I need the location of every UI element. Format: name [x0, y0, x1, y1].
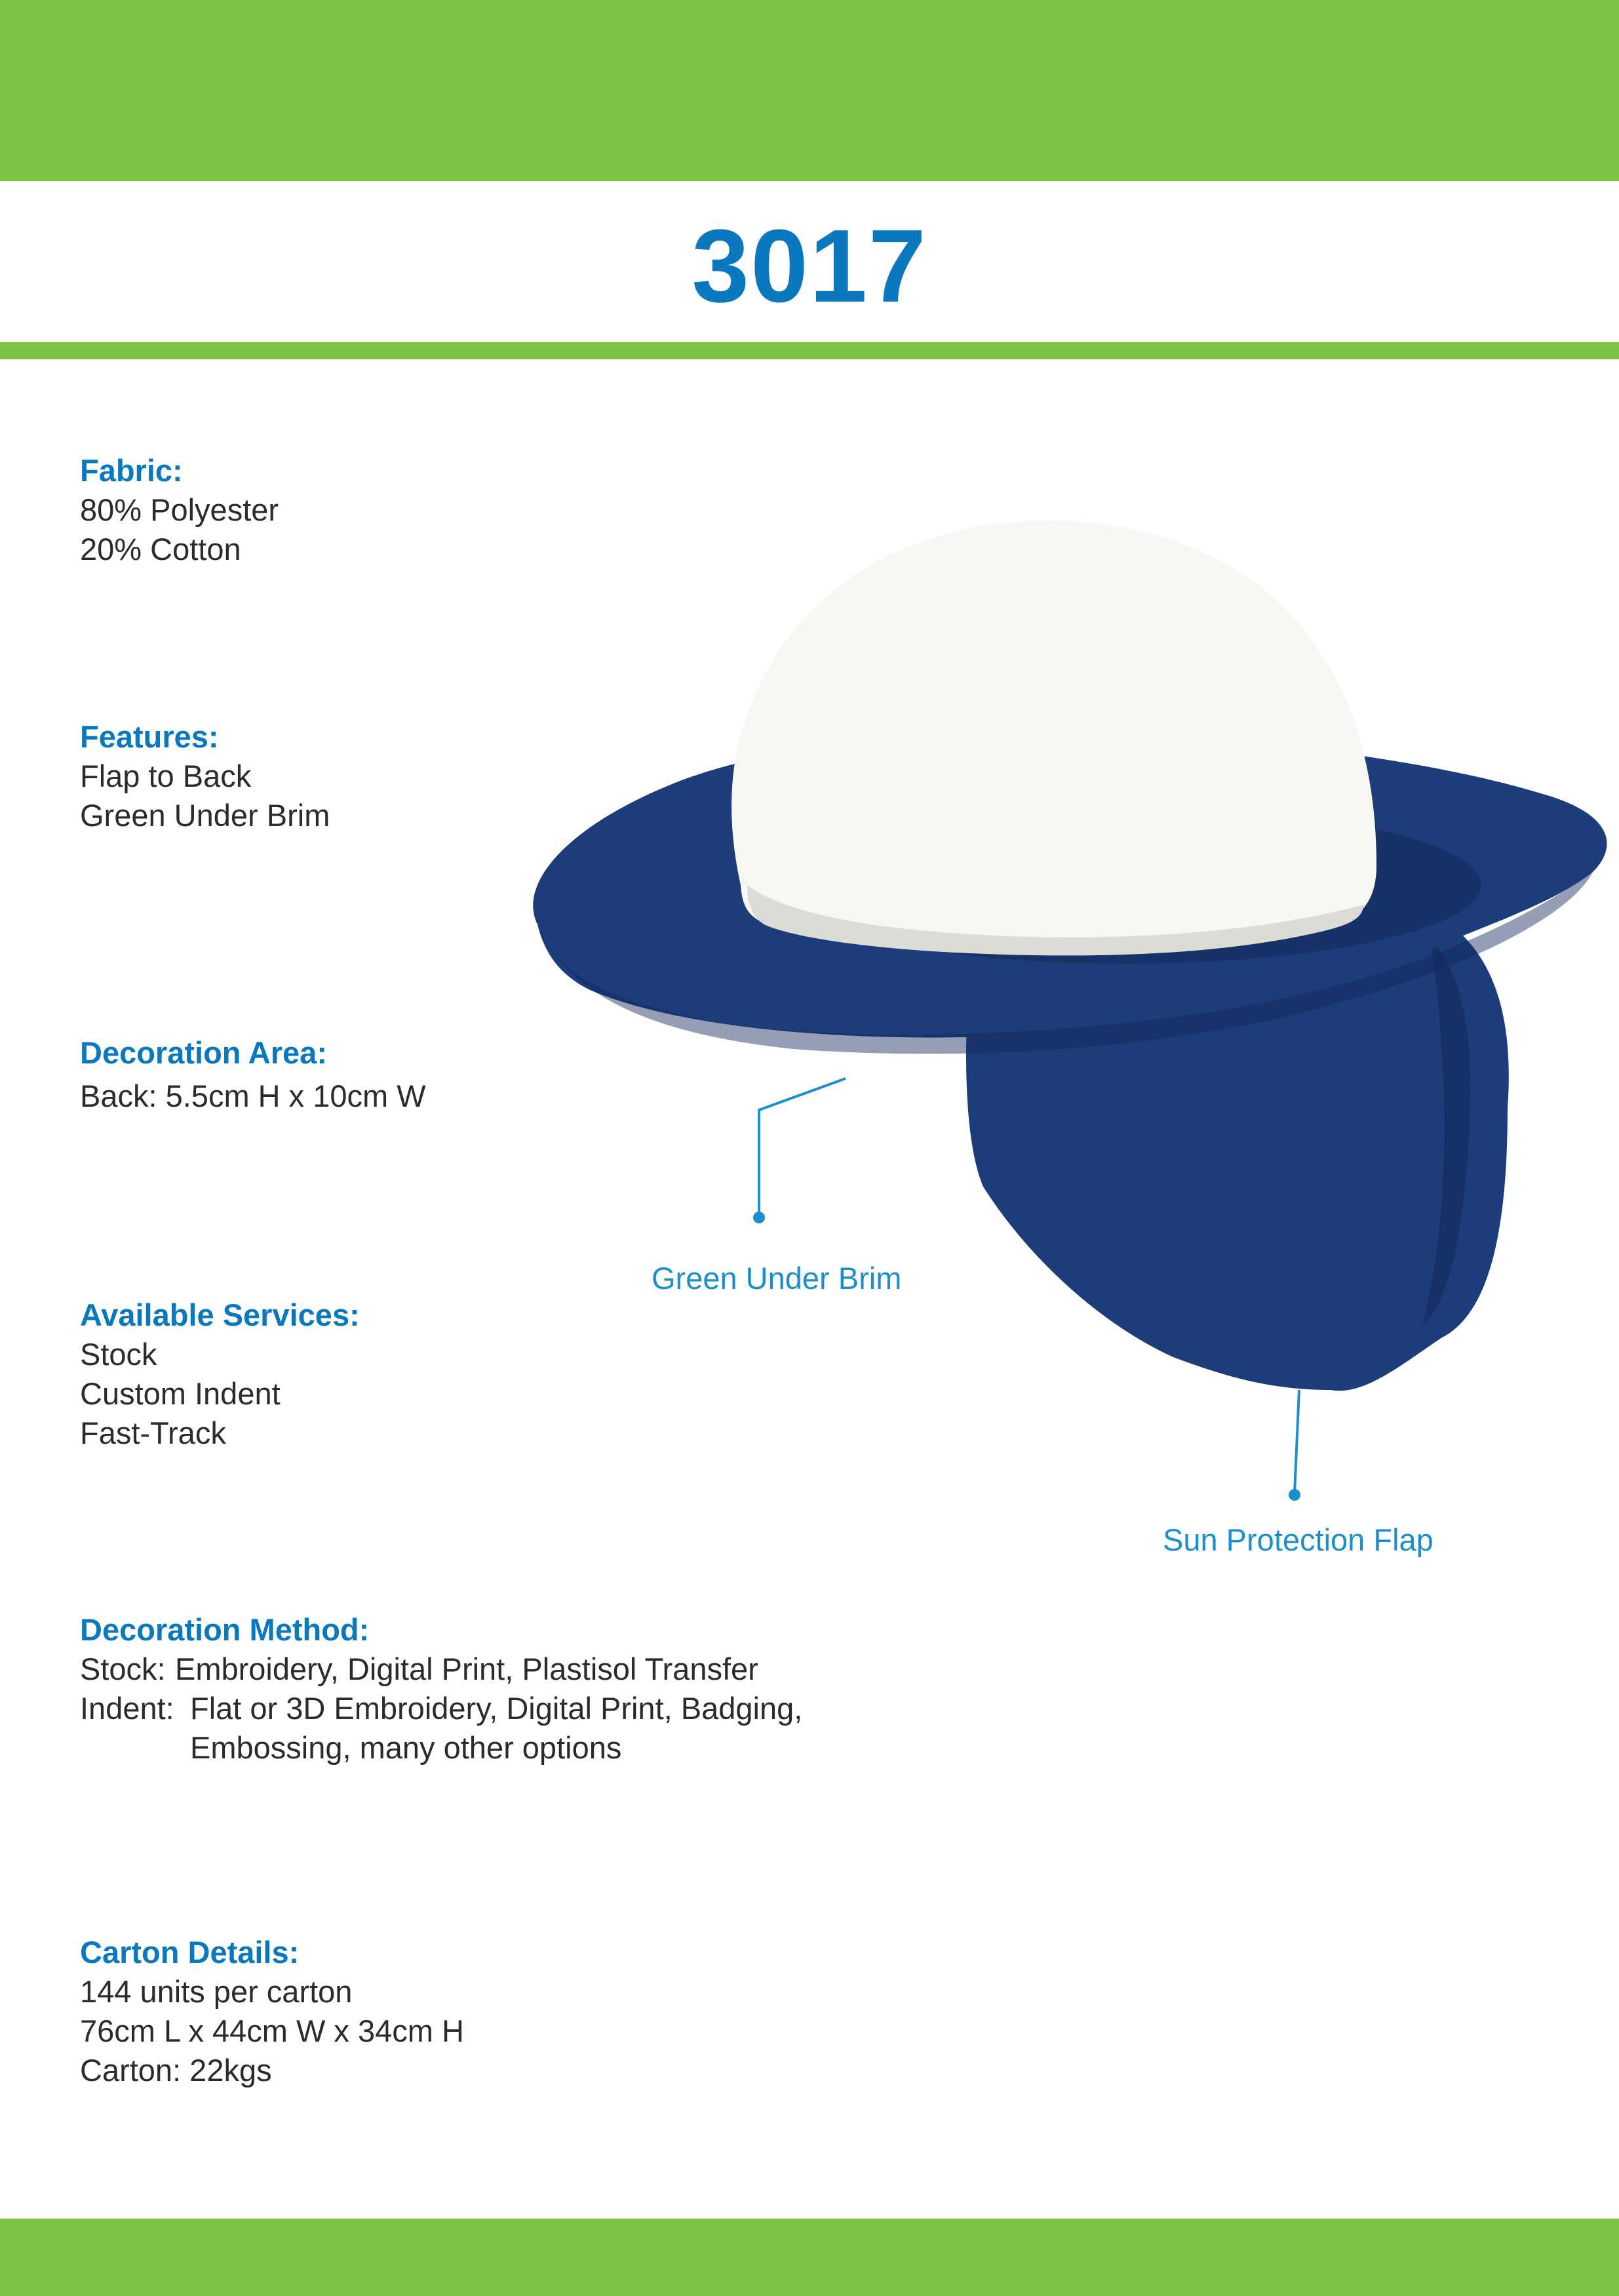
method-stock-label: Stock:	[80, 1652, 166, 1686]
method-indent-value-cont: Embossing, many other options	[190, 1730, 622, 1765]
product-code-title: 3017	[692, 208, 927, 324]
fabric-line-2: 20% Cotton	[80, 532, 241, 566]
decoration-area-heading: Decoration Area:	[80, 1035, 327, 1070]
method-indent-row	[80, 1689, 802, 1728]
features-heading: Features:	[80, 719, 219, 754]
callout-under-brim: Green Under Brim	[652, 1261, 902, 1296]
top-green-band	[0, 0, 1619, 181]
white-helmet-shape	[731, 521, 1376, 954]
features-line-2: Green Under Brim	[80, 798, 330, 833]
services-line-1: Stock	[80, 1337, 157, 1372]
method-indent-value: Flat or 3D Embroidery, Digital Print, Badging,	[190, 1691, 803, 1726]
decoration-method-section	[80, 1610, 802, 1768]
fabric-line-1: 80% Polyester	[80, 492, 279, 527]
title-divider-band	[0, 342, 1619, 359]
services-section	[80, 1296, 360, 1453]
carton-line-3: Carton: 22kgs	[80, 2053, 272, 2088]
flap-leader-dot	[1289, 1489, 1300, 1501]
fabric-section	[80, 451, 279, 569]
decoration-area-line-1: Back: 5.5cm H x 10cm W	[80, 1079, 426, 1113]
method-indent-label: Indent:	[80, 1691, 174, 1726]
carton-section	[80, 1933, 464, 2090]
bottom-green-band	[0, 2219, 1619, 2296]
features-line-1: Flap to Back	[80, 759, 252, 793]
flap-leader-line	[1295, 1390, 1299, 1494]
services-heading: Available Services:	[80, 1297, 360, 1332]
services-line-2: Custom Indent	[80, 1376, 281, 1411]
carton-heading: Carton Details:	[80, 1935, 300, 1969]
features-section	[80, 717, 330, 835]
decoration-area-section	[80, 1033, 426, 1116]
carton-line-1: 144 units per carton	[80, 1974, 353, 2009]
fabric-heading: Fabric:	[80, 453, 183, 488]
callout-sun-protection-flap: Sun Protection Flap	[1163, 1522, 1434, 1557]
method-stock-row	[80, 1650, 802, 1689]
services-line-3: Fast-Track	[80, 1415, 226, 1450]
decoration-method-heading: Decoration Method:	[80, 1612, 370, 1647]
method-stock-value: Embroidery, Digital Print, Plastisol Transfer	[175, 1652, 758, 1686]
carton-line-2: 76cm L x 44cm W x 34cm H	[80, 2013, 464, 2048]
